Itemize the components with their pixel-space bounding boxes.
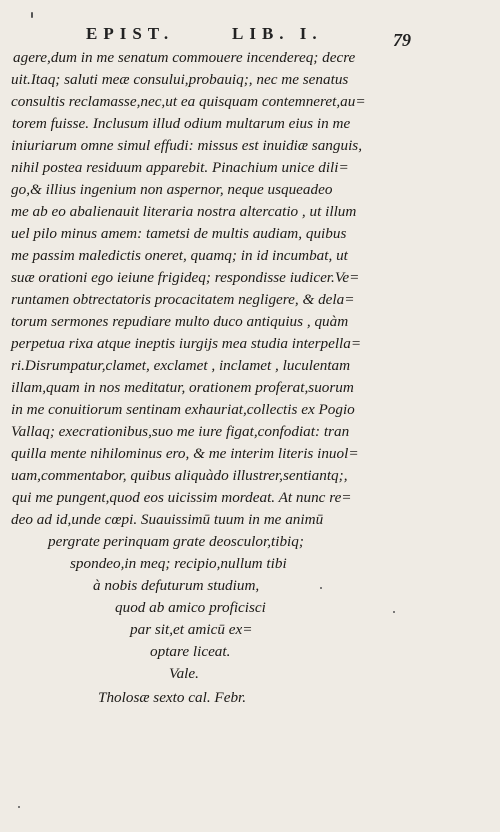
text-line: torum sermones repudiare multo duco antiquius , quàm	[11, 313, 349, 330]
closing-line: par sit,et amicū ex=	[130, 621, 253, 638]
text-line: qui me pungent,quod eos uicissim mordeat. At nunc re=	[12, 489, 352, 506]
text-line: runtamen obtrectatoris procacitatem negligere, & dela=	[11, 291, 355, 308]
text-line: suæ orationi ego ieiune frigideq; respondisse iudicer.Ve=	[11, 269, 360, 286]
text-line: quilla mente nihilominus ero, & me interim literis inuol=	[11, 445, 359, 462]
closing-line: quod ab amico proficisci	[115, 599, 266, 616]
closing-line: pergrate perinquam grate deosculor,tibiq;	[48, 533, 304, 550]
text-line: perpetua rixa atque ineptis iurgijs mea studia interpella=	[11, 335, 362, 352]
text-line: me passim maledictis oneret, quamq; in id incumbat, ut	[11, 247, 348, 264]
text-line: agere,dum in me senatum commouere incendereq; decre	[13, 49, 356, 66]
text-line: iniuriarum omne simul effudi: missus est inuidiæ sanguis,	[11, 137, 363, 154]
text-line: me ab eo abalienauit literaria nostra altercatio , ut illum	[11, 203, 357, 220]
text-line: consultis reclamasse,nec,ut ea quisquam contemneret,au=	[11, 93, 366, 110]
valediction: Vale.	[169, 665, 199, 682]
running-title-left: EPIST.	[86, 24, 175, 43]
closing-line: spondeo,in meq; recipio,nullum tibi	[70, 555, 287, 572]
text-line: go,& illius ingenium non aspernor, neque usqueadeo	[11, 181, 333, 198]
closing-line: optare liceat.	[150, 643, 231, 660]
text-line: ri.Disrumpatur,clamet, exclamet , inclamet , luculentam	[11, 357, 351, 374]
ink-speck	[31, 12, 33, 18]
ink-speck	[320, 587, 322, 589]
running-title	[86, 24, 323, 44]
page-header	[0, 6, 500, 50]
text-line: deo ad id,unde cœpi. Suauissimū tuum in me animū	[11, 511, 324, 528]
text-line: uam,commentabor, quibus aliquàdo illustrer,sentiantq;,	[11, 467, 348, 484]
ink-speck	[18, 806, 20, 808]
text-line: in me conuitiorum sentinam exhauriat,collectis ex Pogio	[11, 401, 355, 418]
dateline: Tholosæ sexto cal. Febr.	[98, 689, 247, 706]
text-line: illam,quam in nos meditatur, orationem proferat,suorum	[11, 379, 354, 396]
closing-line: à nobis defuturum studium,	[93, 577, 260, 594]
text-line: uit.Itaq; saluti meæ consului,probauiq;, nec me senatus	[11, 71, 349, 88]
ink-speck	[393, 611, 395, 613]
running-title-right: LIB. I.	[232, 24, 323, 43]
folio-number: 79	[393, 30, 411, 50]
text-line: nihil postea residuum apparebit. Pinachium unice dili=	[11, 159, 349, 176]
text-line: uel pilo minus amem: tametsi de multis audiam, quibus	[11, 225, 347, 242]
text-line: torem fuisse. Inclusum illud odium multarum eius in me	[12, 115, 351, 132]
text-line: Vallaq; execrationibus,suo me iure figat,confodiat: tran	[11, 423, 350, 440]
